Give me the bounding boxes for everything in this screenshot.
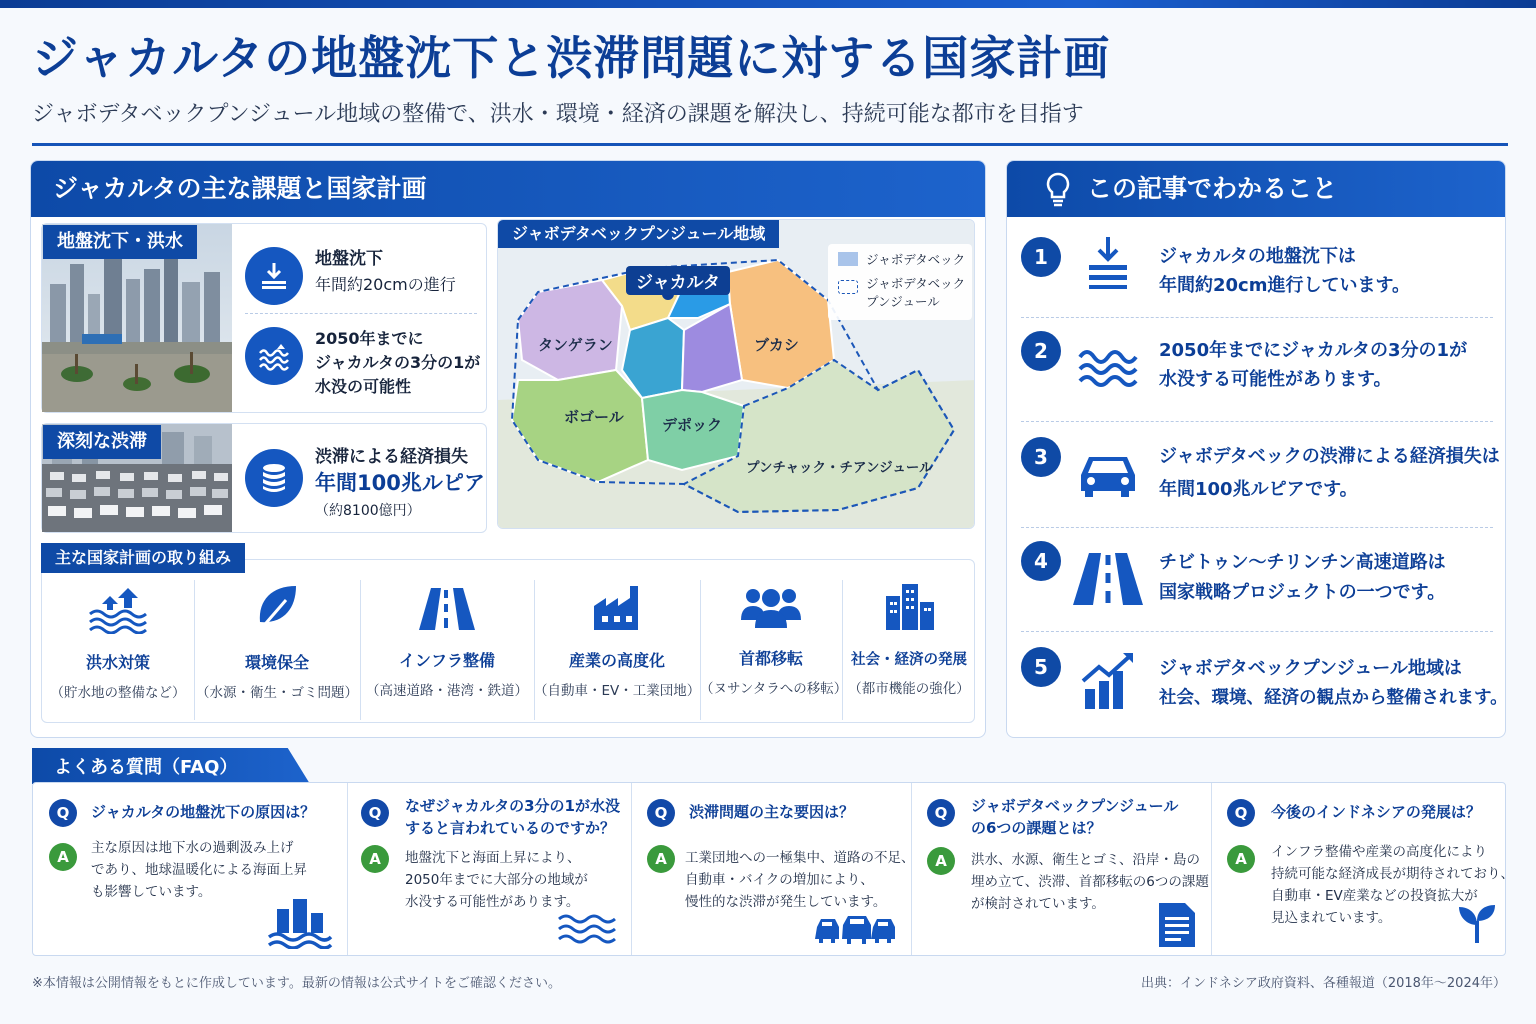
faq-4-answer-line2: 埋め立て、渋滞、首都移転の6つの課題 bbox=[971, 874, 1209, 890]
footer-note: ※本情報は公開情報をもとに作成しています。最新の情報は公式サイトをご確認ください。 bbox=[32, 976, 561, 991]
faq-5-answer-line1: インフラ整備や産業の高度化により bbox=[1271, 844, 1487, 860]
sprout-icon bbox=[1455, 901, 1499, 945]
highway-icon bbox=[1071, 551, 1145, 607]
submerge-stat-line3: 水没の可能性 bbox=[315, 377, 412, 396]
flood-control-icon bbox=[88, 584, 148, 634]
takeaway-4-number: 4 bbox=[1021, 541, 1061, 581]
jakarta-marker-label: ジャカルタ bbox=[626, 266, 730, 295]
top-accent-bar bbox=[0, 0, 1536, 8]
leaf-icon bbox=[252, 582, 302, 634]
legend-2-label-line1: ジャボデタベック bbox=[866, 276, 966, 291]
traffic-loss-note: （約8100億円） bbox=[315, 503, 421, 519]
road-icon bbox=[417, 586, 477, 632]
faq-1-answer-line2: であり、地球温暖化による海面上昇 bbox=[91, 862, 307, 878]
faq-4-answer-line1: 洪水、水源、衛生とゴミ、沿岸・島の bbox=[971, 852, 1200, 868]
takeaway-3-number: 3 bbox=[1021, 437, 1061, 477]
subsidence-tag: 地盤沈下・洪水 bbox=[43, 225, 197, 259]
takeaway-1-number: 1 bbox=[1021, 237, 1061, 277]
faq-2-a-badge: A bbox=[361, 845, 389, 873]
stat-divider bbox=[245, 313, 477, 314]
plan-society-sub: （都市機能の強化） bbox=[848, 681, 970, 697]
faq-5-q-badge: Q bbox=[1227, 799, 1255, 827]
faq-5-answer-line4: 見込まれています。 bbox=[1271, 910, 1392, 926]
subsidence-stat-text: 年間約20cmの進行 bbox=[315, 275, 456, 294]
faq-item-3 bbox=[631, 783, 915, 955]
waves-icon bbox=[245, 327, 303, 385]
faq-4-question-line2: の6つの課題とは？ bbox=[971, 819, 1102, 837]
faq-2-question-line1: なぜジャカルタの3分の1が水没 bbox=[405, 797, 620, 815]
traffic-loss-value: 年間100兆ルピア bbox=[315, 471, 485, 495]
plan-flood bbox=[42, 560, 194, 720]
faq-5-a-badge: A bbox=[1227, 845, 1255, 873]
legend-2-label-line2: プンジュール bbox=[866, 294, 940, 309]
flooded-city-icon bbox=[267, 895, 333, 949]
footer-source: 出典：インドネシア政府資料、各種報道（2018年〜2024年） bbox=[1140, 976, 1506, 991]
faq-item-5 bbox=[1211, 783, 1514, 955]
plan-environment bbox=[194, 560, 360, 720]
faq-1-answer-line1: 主な原因は地下水の過剰汲み上げ bbox=[91, 840, 294, 856]
takeaway-3-line1: ジャボデタベックの渋滞による経済損失は bbox=[1159, 446, 1500, 467]
page-title: ジャカルタの地盤沈下と渋滞問題に対する国家計画 bbox=[32, 31, 1111, 85]
takeaway-2-line2: 水没する可能性があります。 bbox=[1159, 369, 1392, 390]
faq-2-question-line2: すると言われているのですか？ bbox=[405, 819, 616, 837]
faq-5-question: 今後のインドネシアの発展は？ bbox=[1271, 803, 1481, 821]
page-subtitle: ジャボデタベックプンジュール地域の整備で、洪水・環境・経済の課題を解決し、持続可能な都市を目指す bbox=[32, 102, 1084, 127]
plan-industry-sub: （自動車・EV・工業団地） bbox=[534, 683, 701, 699]
cars-icon bbox=[813, 915, 897, 947]
map-label-bekasi: ブカシ bbox=[754, 336, 799, 354]
plan-capital-sub: （ヌサンタラへの移転） bbox=[700, 681, 848, 697]
faq-1-a-badge: A bbox=[49, 843, 77, 871]
takeaway-5-number: 5 bbox=[1021, 647, 1061, 687]
buildings-icon bbox=[882, 582, 936, 632]
factory-icon bbox=[590, 582, 644, 632]
subsidence-stat-title: 地盤沈下 bbox=[315, 249, 383, 269]
faq-heading: よくある質問（FAQ） bbox=[54, 757, 238, 778]
map-label-bogor: ボゴール bbox=[564, 408, 624, 426]
faq-panel bbox=[32, 782, 1514, 956]
takeaway-2-line1: 2050年までにジャカルタの3分の1が bbox=[1159, 340, 1468, 361]
takeaway-1-line2: 年間約20cm進行しています。 bbox=[1159, 275, 1411, 296]
takeaway-3-line2: 年間100兆ルピアです。 bbox=[1159, 479, 1358, 500]
coins-icon bbox=[245, 449, 303, 507]
issues-panel-heading: ジャカルタの主な課題と国家計画 bbox=[31, 161, 985, 217]
takeaway-2-number: 2 bbox=[1021, 331, 1061, 371]
growth-chart-icon bbox=[1079, 651, 1139, 711]
plan-infrastructure bbox=[360, 560, 534, 720]
submerge-stat-line2: ジャカルタの3分の1が bbox=[315, 353, 481, 372]
faq-4-a-badge: A bbox=[927, 847, 955, 875]
faq-5-answer-line2: 持続可能な経済成長が期待されており、 bbox=[1271, 866, 1514, 882]
faq-3-question: 渋滞問題の主な要因は？ bbox=[689, 803, 855, 821]
plan-society bbox=[842, 560, 976, 720]
document-icon bbox=[1157, 901, 1197, 949]
plan-flood-title: 洪水対策 bbox=[85, 653, 150, 672]
takeaway-5-line1: ジャボデタベックプンジュール地域は bbox=[1159, 658, 1462, 679]
faq-4-answer-line3: が検討されています。 bbox=[971, 896, 1105, 912]
traffic-tag: 深刻な渋滞 bbox=[43, 425, 161, 459]
map-label-depok: デポック bbox=[662, 416, 723, 434]
lightbulb-icon bbox=[1043, 171, 1073, 207]
legend-swatch-solid bbox=[838, 252, 858, 266]
plan-society-title: 社会・経済の発展 bbox=[851, 652, 967, 668]
faq-4-q-badge: Q bbox=[927, 799, 955, 827]
faq-1-q-badge: Q bbox=[49, 799, 77, 827]
region-map-card bbox=[497, 219, 975, 529]
plans-card bbox=[41, 559, 975, 723]
faq-3-answer-line2: 自動車・バイクの増加により、 bbox=[685, 872, 874, 888]
subsidence-icon bbox=[245, 247, 303, 305]
plan-capital-title: 首都移転 bbox=[738, 649, 803, 668]
faq-3-answer-line1: 工業団地への一極集中、道路の不足、 bbox=[685, 850, 915, 866]
plan-capital bbox=[700, 560, 848, 720]
map-label-puncak: プンチャック・チアンジュール bbox=[746, 460, 933, 476]
legend-swatch-dashed bbox=[838, 280, 858, 294]
traffic-loss-title: 渋滞による経済損失 bbox=[315, 447, 468, 467]
title-divider bbox=[32, 143, 1508, 146]
waves-icon bbox=[1077, 335, 1139, 391]
water-icon bbox=[557, 909, 617, 947]
faq-1-answer-line3: も影響しています。 bbox=[91, 884, 212, 900]
faq-5-answer-line3: 自動車・EV産業などの投資拡大が bbox=[1271, 888, 1478, 904]
faq-1-question: ジャカルタの地盤沈下の原因は？ bbox=[91, 803, 316, 821]
faq-item-2 bbox=[347, 783, 631, 955]
submerge-stat-line1: 2050年までに bbox=[315, 329, 424, 348]
faq-item-4 bbox=[911, 783, 1211, 955]
faq-2-answer-line2: 2050年までに大部分の地域が bbox=[405, 872, 588, 888]
faq-4-question-line1: ジャボデタベックプンジュール bbox=[971, 797, 1179, 815]
subsidence-icon bbox=[1083, 233, 1133, 289]
car-icon bbox=[1077, 449, 1139, 499]
map-label-tangerang: タンゲラン bbox=[538, 336, 613, 354]
region-map-tag: ジャボデタベックプンジュール地域 bbox=[498, 220, 779, 248]
legend-1-label: ジャボデタベック bbox=[866, 252, 966, 267]
plan-industry-title: 産業の高度化 bbox=[568, 651, 665, 670]
faq-3-a-badge: A bbox=[647, 845, 675, 873]
plan-infrastructure-sub: （高速道路・港湾・鉄道） bbox=[366, 683, 528, 699]
plan-environment-title: 環境保全 bbox=[244, 653, 309, 672]
takeaways-heading: この記事でわかること bbox=[1007, 161, 1505, 217]
takeaway-4-line1: チビトゥン〜チリンチン高速道路は bbox=[1159, 552, 1446, 573]
faq-2-answer-line1: 地盤沈下と海面上昇により、 bbox=[405, 850, 581, 866]
plan-industry bbox=[534, 560, 700, 720]
takeaway-1-line1: ジャカルタの地盤沈下は bbox=[1159, 246, 1356, 267]
faq-2-q-badge: Q bbox=[361, 799, 389, 827]
faq-item-1 bbox=[33, 783, 347, 955]
plan-environment-sub: （水源・衛生・ゴミ問題） bbox=[196, 685, 358, 701]
takeaway-4-line2: 国家戦略プロジェクトの一つです。 bbox=[1159, 582, 1446, 603]
people-icon bbox=[739, 586, 803, 630]
faq-3-q-badge: Q bbox=[647, 799, 675, 827]
plans-tag: 主な国家計画の取り組み bbox=[41, 543, 245, 573]
plan-flood-sub: （貯水地の整備など） bbox=[50, 685, 186, 701]
takeaways-panel bbox=[1006, 160, 1506, 738]
faq-3-answer-line3: 慢性的な渋滞が発生しています。 bbox=[685, 894, 887, 910]
issues-panel bbox=[30, 160, 986, 738]
faq-2-answer-line3: 水没する可能性があります。 bbox=[405, 894, 580, 910]
takeaway-5-line2: 社会、環境、経済の観点から整備されます。 bbox=[1159, 688, 1508, 708]
plan-infrastructure-title: インフラ整備 bbox=[398, 651, 495, 670]
